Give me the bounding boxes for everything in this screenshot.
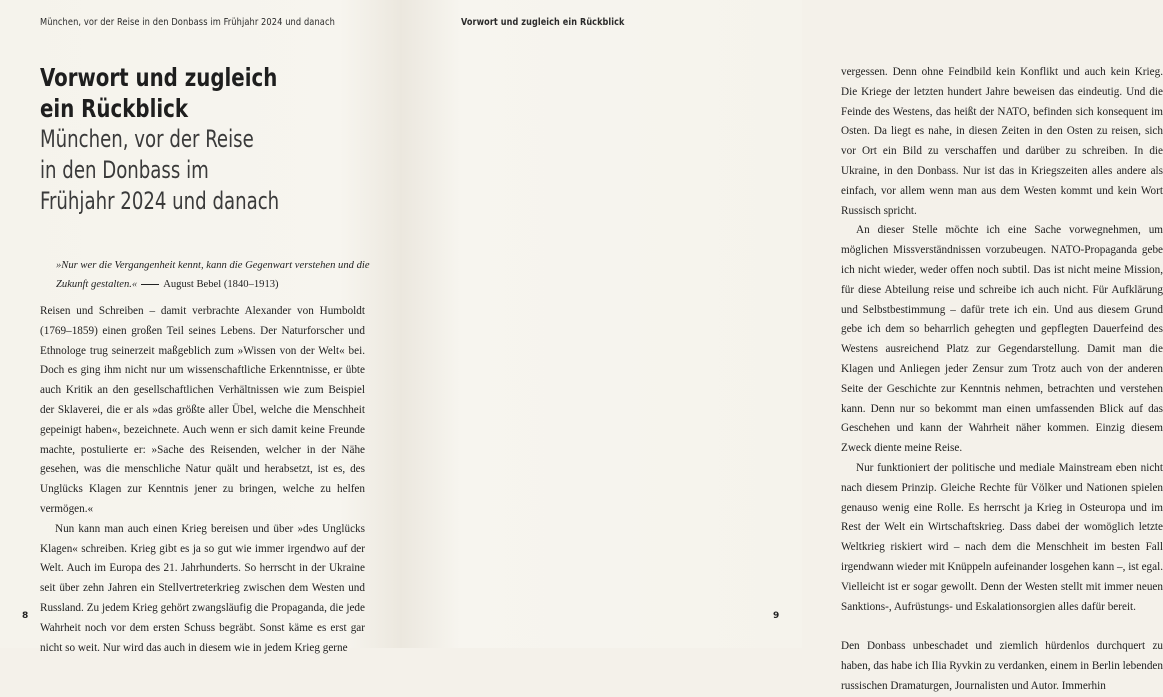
left-body-text	[40, 302, 365, 658]
paragraph: Reisen und Schreiben – damit verbrachte Alexander von Humboldt (1769–1859) einen großen Teil seines Lebens. Der Naturforscher und Ethnologe trug seinerzeit maßgeblich zum »Wissen von der Welt« bei. Doch es ging ihm nicht nur um wissenschaftliche Erkenntnisse, er übte auch Kritik an den gesellschaftlichen Verhältnissen wie zum Beispiel der Sklaverei, die er als »das größte aller Übel, welche die Menschheit gepeinigt haben«, bezeichnete. Auch wenn er sich damit keine Freunde machte, postulierte er: »Sache des Reisenden, welcher in der Nähe gesehen, was die menschliche Natur quält und herabsetzt, ist es, des Unglücks Klagen zur Kenntnis jener zu bringen, welche zu helfen vermögen.«	[40, 305, 365, 515]
paragraph: vergessen. Denn ohne Feindbild kein Konflikt und auch kein Krieg. Die Kriege der letzten hundert Jahre beweisen das eindeutig. Und die Feinde des Westens, das heißt der NATO, befinden sich konsequent im Osten. Da liegt es nahe, in diesen Zeiten in den Osten zu reisen, sich vor Ort ein Bild zu verschaffen und darüber zu schreiben. In die Ukraine, in den Donbass. Nur ist das in Kriegszeiten alles andere als einfach, vor allem wenn man aus dem Westen kommt und kein Wort Russisch spricht.	[841, 66, 1163, 217]
right-body-text	[841, 63, 1163, 697]
chapter-heading	[40, 62, 370, 217]
paragraph: Den Donbass unbeschadet und ziemlich hürdenlos durchquert zu haben, das habe ich Ilia Ryvkin zu verdanken, einem in Berlin lebenden russischen Dramaturgen, Journalisten und Autor. Immerhin	[841, 640, 1163, 692]
paragraph: An dieser Stelle möchte ich eine Sache vorwegnehmen, um möglichen Missverständnissen vorzubeugen. NATO-Propaganda gebe ich nicht wieder, weder offen noch subtil. Das ist nicht meine Mission, für diese Abteilung reise und schreibe ich auch nicht. Für Aufklärung und Selbstbestimmung – dafür trete ich ein. Und aus diesem Grund gebe ich dem so beharrlich gehegten und gepflegten Dauerfeind des Westens ausreichend Platz zur Gegendarstellung. Damit man die Klagen und Anliegen jeder Zensur zum Trotz auch von der anderen Seite der Geschichte zur Kenntnis nehmen, betrachten und verstehen kann. Denn nur so bekommt man einen umfassenden Blick auf das Geschehen und kann der Wahrheit näher kommen. Einzig diesem Zweck diente meine Reise.	[841, 224, 1163, 455]
epigraph-quote: »Nur wer die Vergangenheit kennt, kann die Gegenwart verstehen und die Zukunft gestalten.«	[56, 260, 370, 290]
em-dash-rule	[141, 284, 159, 285]
chapter-subtitle: München, vor der Reise in den Donbass im Frühjahr 2024 und danach	[40, 125, 280, 215]
page-number-left: 8	[22, 611, 29, 621]
paragraph: Nun kann man auch einen Krieg bereisen und über »des Unglücks Klagen« schreiben. Krieg gibt es ja so gut wie immer irgendwo auf der Welt. Auch im Europa des 21. Jahrhunderts. So herrscht in der Ukraine seit über zehn Jahren ein Stellvertreterkrieg zwischen dem Westen und Russland. Zu jedem Krieg gehört zwangsläufig die Propaganda, die jede Wahrheit noch vor dem ersten Schuss begräbt. Sonst käme es erst gar nicht so weit. Nur wird das auch in diesem wie in jedem Krieg gerne	[40, 522, 365, 654]
epigraph-author: August Bebel (1840–1913)	[163, 279, 279, 290]
running-head-right: Vorwort und zugleich ein Rückblick	[461, 17, 625, 28]
paragraph: Nur funktioniert der politische und mediale Mainstream eben nicht nach diesem Prinzip. Gleiche Rechte für Völker und Nationen spielen genauso wenig eine Rolle. Es herrscht ja Krieg in Osteuropa und im Rest der Welt ein Wirtschaftskrieg. Dass dabei der womöglich letzte Weltkrieg riskiert wird – nach dem die Menschheit im besten Fall irgendwann wieder mit Knüppeln aufeinander losgehen kann –, ist egal. Vielleicht ist er sogar gewollt. Denn der Westen stellt mit immer neuen Sanktions-, Aufrüstungs- und Eskalationsorgien alles dafür bereit.	[841, 461, 1163, 613]
left-page	[0, 0, 400, 654]
running-head-left: München, vor der Reise in den Donbass im Frühjahr 2024 und danach	[40, 17, 335, 28]
page-number-right: 9	[773, 611, 780, 621]
chapter-title: Vorwort und zugleich ein Rückblick	[40, 63, 278, 123]
epigraph	[56, 256, 376, 294]
right-page	[400, 0, 1163, 692]
